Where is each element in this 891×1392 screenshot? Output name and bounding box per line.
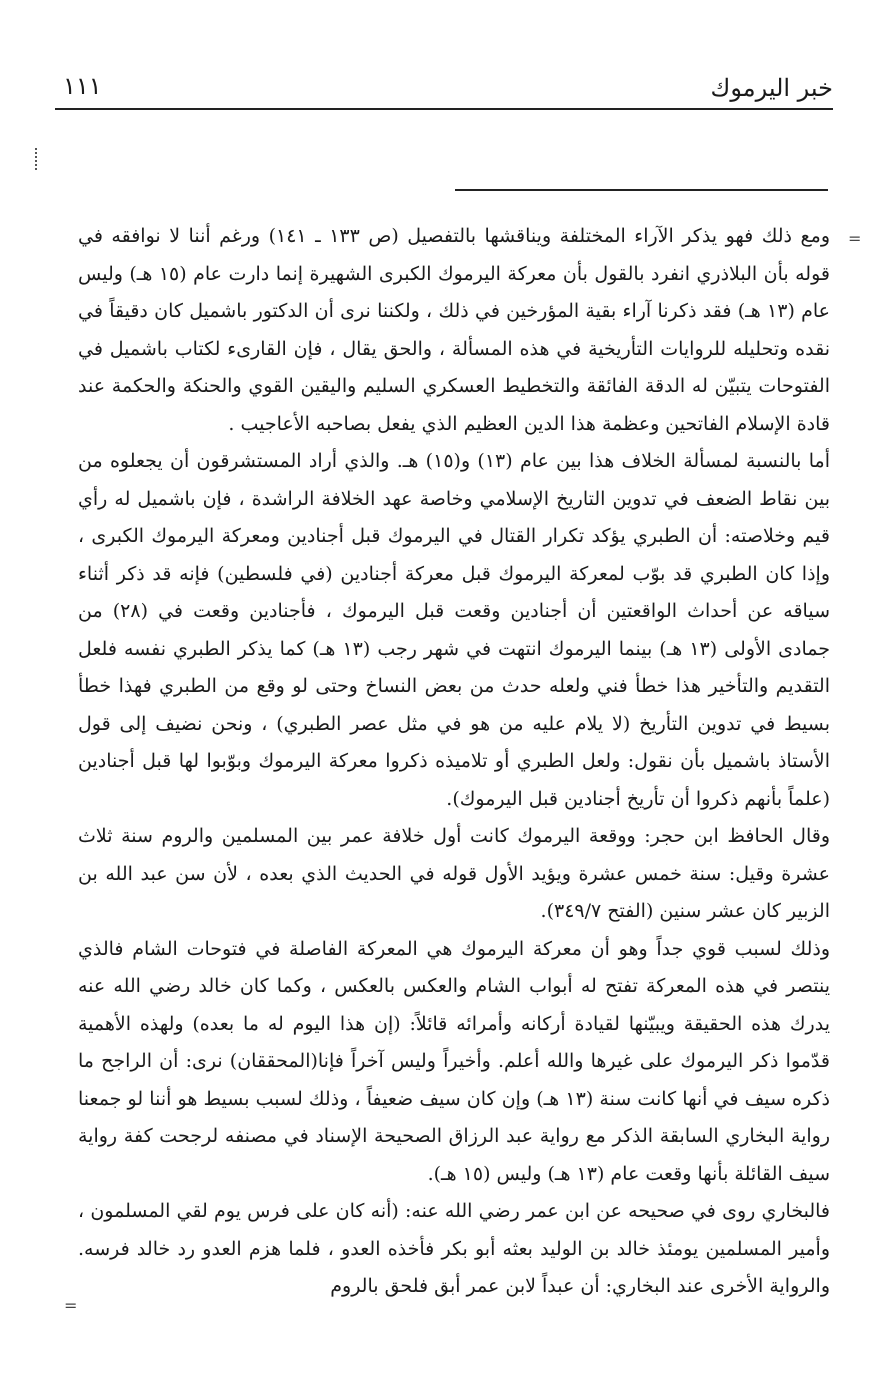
paragraph: وقال الحافظ ابن حجر: ووقعة اليرموك كانت أول خلافة عمر بين المسلمين والروم سنة ثلاث عشرة وقيل: سنة خمس عشرة ويؤيد الأول قوله في الحديث الذي بعده ، لأن سن عبد الله بن الزبير كان عشر سنين (الفتح ٣٤٩/٧). xyxy=(78,825,830,922)
footnote-separator-rule xyxy=(455,189,828,191)
page-number: ١١١ xyxy=(63,72,102,100)
paragraph: فالبخاري روى في صحيحه عن ابن عمر رضي الله عنه: (أنه كان على فرس يوم لقي المسلمون ، وأمير المسلمين يومئذ خالد بن الوليد بعثه أبو بكر فأخذه العدو ، فلما هزم العدو رد خالد فرسه. والرواية الأخرى عند البخاري: أن عبداً لابن عمر أبق فلحق بالروم xyxy=(78,1200,830,1297)
running-title: خبر اليرموك xyxy=(710,74,833,102)
continuation-mark-bottom: = xyxy=(64,1296,78,1315)
margin-tick xyxy=(35,148,39,170)
paragraph: وذلك لسبب قوي جداً وهو أن معركة اليرموك هي المعركة الفاصلة في فتوحات الشام فالذي ينتصر في هذه المعركة تفتح له أبواب الشام والعكس بالعكس ، وكما كان خالد رضي الله عنه يدرك هذه الحقيقة ويبيّنها لقيادة أركانه وأمرائه قائلاً: (إن هذا اليوم له ما بعده) ولهذه الأهمية قدّموا ذكر اليرموك على غيرها والله أعلم. وأخيراً وليس آخراً فإنا(المحققان) نرى: أن الراجح ما ذكره سيف في أنها كانت سنة (١٣ هـ) وإن كان سيف ضعيفاً ، وذلك لسبب بسيط هو أننا لو جمعنا رواية البخاري السابقة الذكر مع رواية عبد الرزاق الصحيحة الإسناد في مصنفه لرجحت كفة رواية سيف القائلة بأنها وقعت عام (١٣ هـ) وليس (١٥ هـ). xyxy=(78,937,830,1185)
paragraph: أما بالنسبة لمسألة الخلاف هذا بين عام (١٣) و(١٥) هـ. والذي أراد المستشرقون أن يجعلوه من بين نقاط الضعف في تدوين التاريخ الإسلامي وخاصة عهد الخلافة الراشدة ، فإن باشميل له رأي قيم وخلاصته: أن الطبري يؤكد تكرار القتال في اليرموك قبل أجنادين ومعركة اليرموك الكبرى ، وإذا كان الطبري قد بوّب لمعركة اليرموك قبل معركة أجنادين (في فلسطين) فإنه قد ذكر أثناء سياقه عن أحداث الواقعتين أن أجنادين وقعت قبل اليرموك ، فأجنادين وقعت في (٢٨) من جمادى الأولى (١٣ هـ) بينما اليرموك انتهت في شهر رجب (١٣ هـ) كما يذكر الطبري نفسه فلعل التقديم والتأخير هذا خطأ فني ولعله حدث من بعض النساخ وحتى لو وقع من الطبري فهذا خطأ بسيط في تدوين التأريخ (لا يلام عليه من هو في مثل عصر الطبري) ، ونحن نضيف إلى قول الأستاذ باشميل بأن نقول: ولعل الطبري أو تلاميذه ذكروا معركة اليرموك وبوّبوا لها قبل أجنادين (علماً بأنهم ذكروا أن تأريخ أجنادين قبل اليرموك). xyxy=(78,450,831,810)
continuation-mark-top: = xyxy=(848,229,862,248)
page-header xyxy=(55,68,833,110)
footnote-text xyxy=(78,218,830,1306)
paragraph: ومع ذلك فهو يذكر الآراء المختلفة ويناقشها بالتفصيل (ص ١٣٣ ـ ١٤١) ورغم أننا لا نوافقه في قوله بأن البلاذري انفرد بالقول بأن معركة اليرموك الكبرى الشهيرة إنما دارت عام (١٥ هـ) وليس عام (١٣ هـ) فقد ذكرنا آراء بقية المؤرخين في ذلك ، ولكننا نرى أن الدكتور باشميل كان دقيقاً في نقده وتحليله للروايات التأريخية في هذه المسألة ، والحق يقال ، فإن القارىء لكتاب باشميل في الفتوحات يتبيّن له الدقة الفائقة والتخطيط العسكري السليم واليقين القوي والحنكة والحكمة عند قادة الإسلام الفاتحين وعظمة هذا الدين العظيم الذي يفعل بصاحبه الأعاجيب . xyxy=(78,225,831,435)
